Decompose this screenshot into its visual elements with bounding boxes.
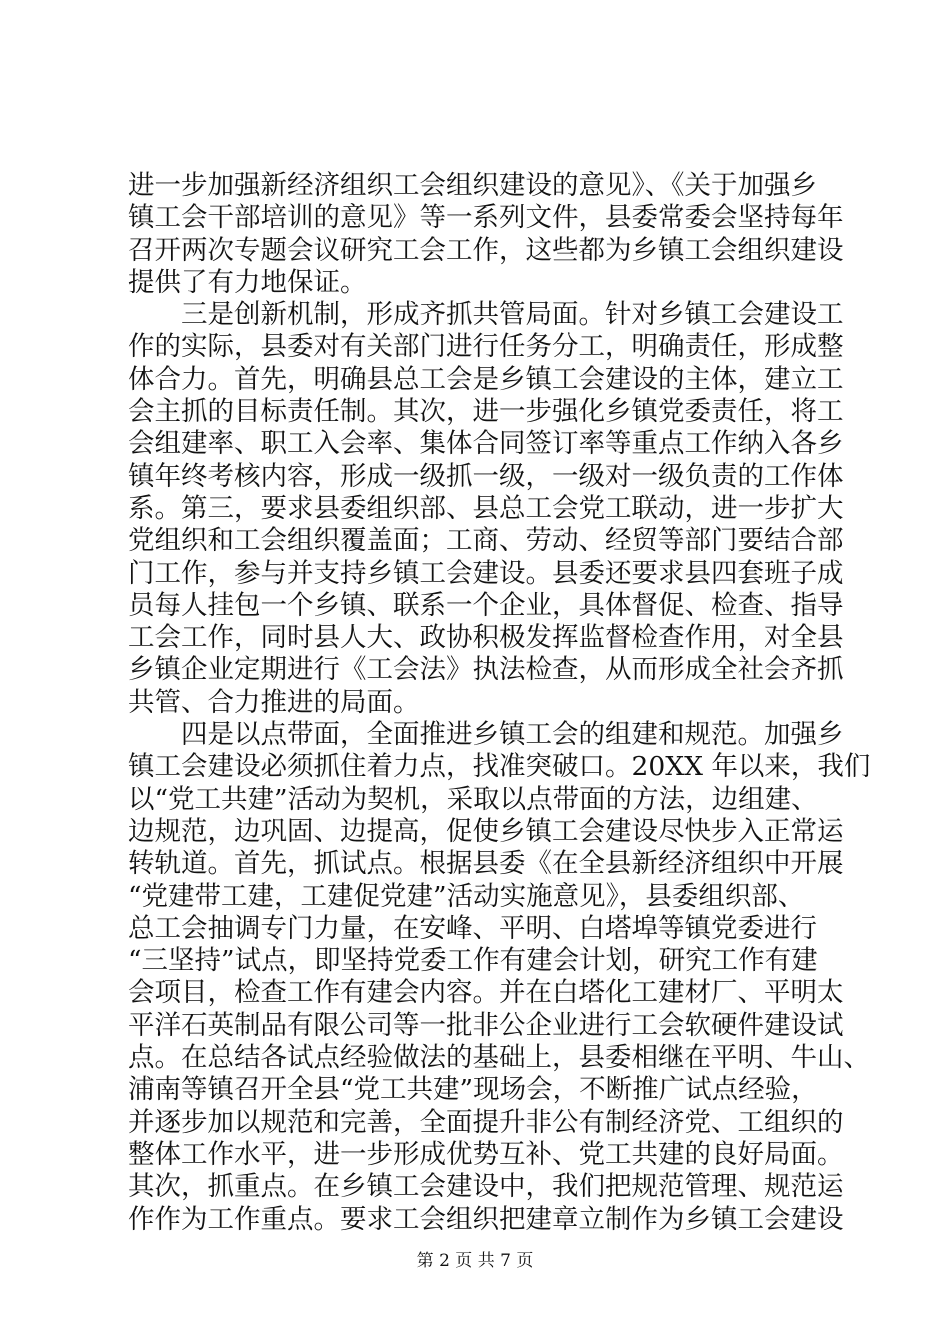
text-line: 员每人挂包一个乡镇、联系一个企业，具体督促、检查、指导	[128, 589, 844, 621]
page-number-footer: 第 2 页 共 7 页	[416, 1251, 534, 1271]
text-line: 工会工作，同时县人大、政协积极发挥监督检查作用，对全县	[128, 622, 844, 654]
text-line: 平洋石英制品有限公司等一批非公企业进行工会软硬件建设试	[128, 1009, 844, 1041]
text-line: 点。在总结各试点经验做法的基础上，县委相继在平明、牛山、	[128, 1042, 870, 1074]
text-line: 整体工作水平，进一步形成优势互补、党工共建的良好局面。	[128, 1138, 844, 1170]
text-line: 镇工会干部培训的意见》等一系列文件，县委常委会坚持每年	[128, 202, 844, 234]
text-line: 会项目，检查工作有建会内容。并在白塔化工建材厂、平明太	[128, 977, 844, 1009]
text-line: 镇年终考核内容，形成一级抓一级，一级对一级负责的工作体	[128, 460, 844, 492]
text-line: 镇工会建设必须抓住着力点，找准突破口。20XX 年以来，我们	[128, 751, 871, 783]
text-line: 浦南等镇召开全县“党工共建”现场会，不断推广试点经验，	[128, 1074, 818, 1106]
text-line: 其次，抓重点。在乡镇工会建设中，我们把规范管理、规范运	[128, 1171, 844, 1203]
text-line: 系。第三，要求县委组织部、县总工会党工联动，进一步扩大	[128, 492, 844, 524]
text-line: 边规范，边巩固、边提高，促使乡镇工会建设尽快步入正常运	[128, 815, 844, 847]
text-line: 并逐步加以规范和完善，全面提升非公有制经济党、工组织的	[128, 1106, 844, 1138]
text-line: 召开两次专题会议研究工会工作，这些都为乡镇工会组织建设	[128, 234, 844, 266]
text-line: 作作为工作重点。要求工会组织把建章立制作为乡镇工会建设	[128, 1203, 844, 1235]
text-line: 会组建率、职工入会率、集体合同签订率等重点工作纳入各乡	[128, 428, 844, 460]
text-line: 作的实际，县委对有关部门进行任务分工，明确责任，形成整	[128, 331, 844, 363]
text-line: 会主抓的目标责任制。其次，进一步强化乡镇党委责任，将工	[128, 396, 844, 428]
text-line: 进一步加强新经济组织工会组织建设的意见》、《关于加强乡	[128, 170, 817, 201]
text-line: 转轨道。首先，抓试点。根据县委《在全县新经济组织中开展	[128, 848, 844, 880]
text-line: 共管、合力推进的局面。	[128, 686, 420, 718]
text-line: “党建带工建，工建促党建”活动实施意见》，县委组织部、	[128, 880, 805, 912]
text-line: 三是创新机制，形成齐抓共管局面。针对乡镇工会建设工	[128, 299, 844, 331]
text-line: 总工会抽调专门力量，在安峰、平明、白塔埠等镇党委进行	[128, 912, 817, 944]
text-line: 门工作，参与并支持乡镇工会建设。县委还要求县四套班子成	[128, 557, 844, 589]
text-line: “三坚持”试点，即坚持党委工作有建会计划，研究工作有建	[128, 945, 818, 977]
text-line: 提供了有力地保证。	[128, 266, 367, 298]
text-line: 以“党工共建”活动为契机，采取以点带面的方法，边组建、	[128, 783, 818, 815]
text-line: 乡镇企业定期进行《工会法》执法检查，从而形成全社会齐抓	[128, 654, 844, 686]
text-line: 四是以点带面，全面推进乡镇工会的组建和规范。加强乡	[128, 719, 844, 751]
body-text	[128, 170, 871, 1236]
text-line: 党组织和工会组织覆盖面；工商、劳动、经贸等部门要结合部	[128, 525, 844, 557]
text-line: 体合力。首先，明确县总工会是乡镇工会建设的主体，建立工	[128, 363, 844, 395]
